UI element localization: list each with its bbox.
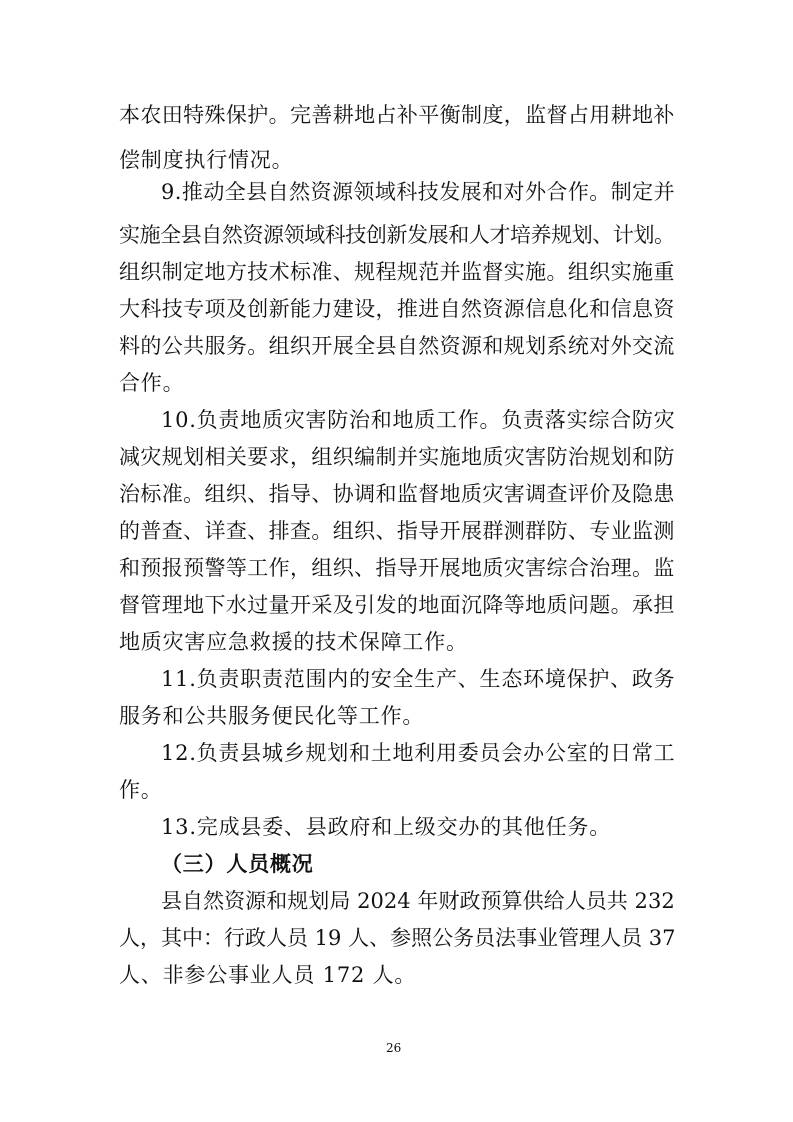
- text-line: 大科技专项及创新能力建设，推进自然资源信息化和信息资: [119, 297, 675, 321]
- text-line: 服务和公共服务便民化等工作。: [119, 704, 425, 728]
- text-line: 组织制定地方技术标准、规程规范并监督实施。组织实施重: [119, 260, 675, 284]
- text-line: 料的公共服务。组织开展全县自然资源和规划系统对外交流: [119, 334, 675, 358]
- text-line: 地质灾害应急救援的技术保障工作。: [119, 630, 468, 654]
- text-line: 作。: [119, 778, 163, 802]
- text-line: 和预报预警等工作，组织、指导开展地质灾害综合治理。监: [119, 556, 675, 580]
- text-line: 的普查、详查、排查。组织、指导开展群测群防、专业监测: [119, 519, 675, 543]
- text-line: 12.负责县城乡规划和土地利用委员会办公室的日常工: [161, 741, 676, 765]
- text-line: 减灾规划相关要求，组织编制并实施地质灾害防治规划和防: [119, 445, 675, 469]
- text-line: 10.负责地质灾害防治和地质工作。负责落实综合防灾: [161, 408, 676, 432]
- text-line: 本农田特殊保护。完善耕地占补平衡制度，监督占用耕地补: [119, 103, 675, 127]
- section-heading: （三）人员概况: [161, 851, 314, 876]
- text-line: 治标准。组织、指导、协调和监督地质灾害调查评价及隐患: [119, 482, 675, 506]
- page-number: 26: [386, 1041, 402, 1055]
- text-line: 合作。: [119, 371, 185, 395]
- text-line: 11.负责职责范围内的安全生产、生态环境保护、政务: [161, 667, 676, 691]
- text-line: 实施全县自然资源领域科技创新发展和人才培养规划、计划。: [119, 223, 675, 247]
- text-line: 9.推动全县自然资源领域科技发展和对外合作。制定并: [161, 180, 676, 204]
- text-line: 偿制度执行情况。: [119, 148, 294, 172]
- text-line: 督管理地下水过量开采及引发的地面沉降等地质问题。承担: [119, 593, 675, 617]
- text-line: 县自然资源和规划局 2024 年财政预算供给人员共 232: [161, 889, 675, 913]
- text-line: 人、非参公事业人员 172 人。: [119, 963, 417, 987]
- text-line: 人，其中：行政人员 19 人、参照公务员法事业管理人员 37: [119, 926, 676, 950]
- text-line: 13.完成县委、县政府和上级交办的其他任务。: [161, 815, 611, 839]
